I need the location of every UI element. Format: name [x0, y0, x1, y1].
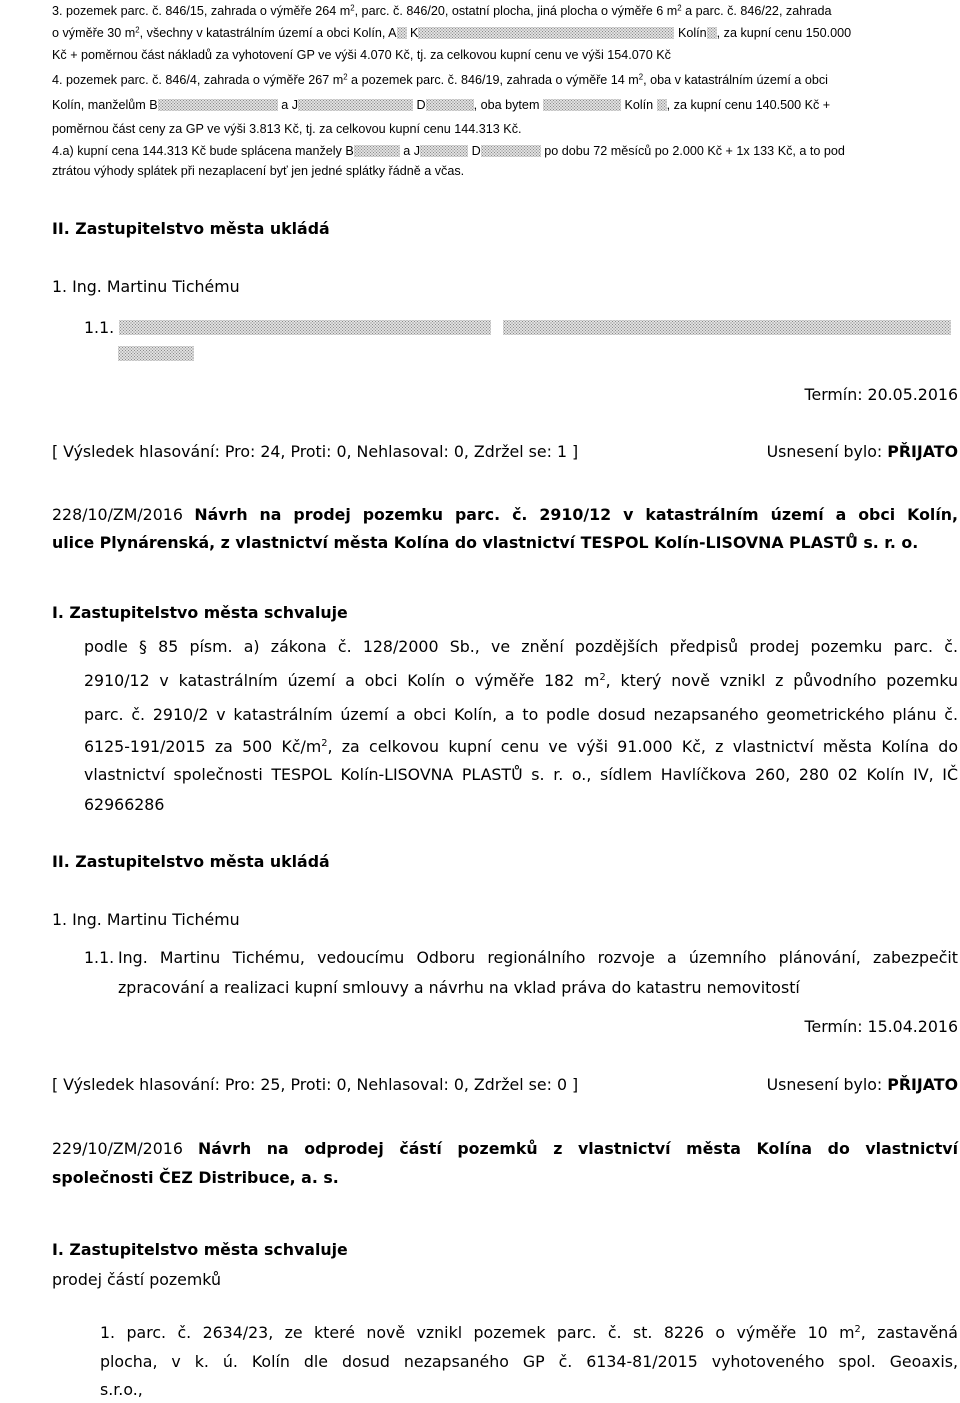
redaction	[657, 99, 667, 111]
vote-result: [ Výsledek hlasování: Pro: 25, Proti: 0, Nehlasoval: 0, Zdržel se: 0 ]	[52, 1075, 579, 1094]
redaction	[118, 346, 194, 361]
resolution-title-line-2: společnosti ČEZ Distribuce, a. s.	[52, 1168, 339, 1187]
deadline: Termín: 15.04.2016	[804, 1017, 958, 1036]
list-item-1-line-2: plocha, v k. ú. Kolín dle dosud nezapsaného GP č. 6134-81/2015 vyhotoveného spol. Geoaxis,	[100, 1352, 958, 1371]
task-number: 1.1.	[84, 318, 115, 337]
resolution-status: Usnesení bylo: PŘIJATO	[766, 1075, 958, 1094]
redaction	[543, 99, 621, 111]
task-item-line-2	[118, 344, 194, 364]
task-line-1: Ing. Martinu Tichému, vedoucímu Odboru regionálního rozvoje a územního plánování, zabezpečit	[118, 948, 958, 967]
deadline: Termín: 20.05.2016	[804, 385, 958, 404]
task-line-2: zpracování a realizaci kupní smlouvy a návrhu na vklad práva do katastru nemovitostí	[118, 978, 800, 997]
redaction	[397, 27, 407, 39]
intro-line: prodej částí pozemků	[52, 1270, 221, 1289]
redaction	[298, 99, 413, 111]
redaction	[354, 145, 400, 157]
item-3-line-2: o výměře 30 $m^2$, všechny v katastrálním území a obci Kolín, A K Kolín , za kupní cenu 150.000	[52, 25, 852, 40]
body-line-4: 6125-191/2015 za 500 $Kč/m^2$, za celkovou kupní cenu ve výši 91.000 Kč, z vlastnictví města Kolína do	[84, 737, 958, 756]
section-heading-schvaluje: I. Zastupitelstvo města schvaluje	[52, 603, 348, 622]
responsible-person: 1. Ing. Martinu Tichému	[52, 910, 240, 929]
list-item-1-line-3: s.r.o.,	[100, 1380, 143, 1399]
resolution-title-line-2: ulice Plynárenská, z vlastnictví města Kolína do vlastnictví TESPOL Kolín-LISOVNA PLASTŮ s. r. o.	[52, 533, 919, 552]
body-line-2: 2910/12 v katastrálním území a obci Kolín o výměře 182 $m^2$, který nově vznikl z původního pozemku	[84, 671, 958, 690]
item-3-line-3: Kč + poměrnou část nákladů za vyhotovení GP ve výši 4.070 Kč, tj. za celkovou kupní cenu ve výši 154.070 Kč	[52, 48, 671, 62]
redaction	[420, 145, 468, 157]
redaction	[503, 320, 951, 335]
redaction	[418, 27, 674, 39]
body-line-3: parc. č. 2910/2 v katastrálním území a obci Kolín, a to podle dosud nezapsaného geometrického plánu č.	[84, 705, 958, 724]
section-heading-uklada: II. Zastupitelstvo města ukládá	[52, 852, 330, 871]
item-4-line-2: Kolín, manželům B a J D , oba bytem Kolín , za kupní cenu 140.500 Kč +	[52, 98, 831, 112]
redaction	[158, 99, 278, 111]
item-4a-line-2: ztrátou výhody splátek při nezaplacení byť jen jedné splátky řádně a včas.	[52, 164, 465, 178]
body-line-5: vlastnictví společnosti TESPOL Kolín-LISOVNA PLASTŮ s. r. o., sídlem Havlíčkova 260, 280 02 Kolín IV, IČ	[84, 765, 958, 784]
item-3-line-1: 3. pozemek parc. č. 846/15, zahrada o výměře 264 $m^2$, parc. č. 846/20, ostatní plocha, jiná plocha o výměře 6 $m^2$ a parc. č. 846/22, zahrada	[52, 3, 832, 18]
item-4-line-3: poměrnou část ceny za GP ve výši 3.813 Kč, tj. za celkovou kupní cenu 144.313 Kč.	[52, 122, 522, 136]
status-value: PŘIJATO	[887, 442, 958, 461]
redaction	[707, 27, 717, 39]
resolution-title-line-1: 229/10/ZM/2016 Návrh na odprodej částí pozemků z vlastnictví města Kolína do vlastnictví	[52, 1139, 958, 1158]
redaction	[481, 145, 541, 157]
resolution-title-line-1: 228/10/ZM/2016 Návrh na prodej pozemku parc. č. 2910/12 v katastrálním území a obci Kolín,	[52, 505, 958, 524]
resolution-status: Usnesení bylo: PŘIJATO	[766, 442, 958, 461]
section-heading-uklada: II. Zastupitelstvo města ukládá	[52, 219, 330, 238]
vote-result: [ Výsledek hlasování: Pro: 24, Proti: 0, Nehlasoval: 0, Zdržel se: 1 ]	[52, 442, 579, 461]
section-heading-schvaluje: I. Zastupitelstvo města schvaluje	[52, 1240, 348, 1259]
redaction	[119, 320, 491, 335]
item-4a-line-1: 4.a) kupní cena 144.313 Kč bude splácena manžely B a J D po dobu 72 měsíců po 2.000 Kč + 1x 133 Kč, a to pod	[52, 144, 845, 158]
body-line-6: 62966286	[84, 795, 165, 814]
resolution-number: 229/10/ZM/2016	[52, 1139, 183, 1158]
status-value: PŘIJATO	[887, 1075, 958, 1094]
redaction	[426, 99, 474, 111]
task-number: 1.1.	[84, 948, 115, 967]
resolution-number: 228/10/ZM/2016	[52, 505, 183, 524]
list-item-1-line-1: 1. parc. č. 2634/23, ze které nově vznikl pozemek parc. č. st. 8226 o výměře 10 $m^2$, zastavěná	[100, 1323, 958, 1342]
responsible-person: 1. Ing. Martinu Tichému	[52, 277, 240, 296]
task-item	[84, 318, 951, 338]
item-4-line-1: 4. pozemek parc. č. 846/4, zahrada o výměře 267 $m^2$ a pozemek parc. č. 846/19, zahrada o výměře 14 $m^2$, oba v katastrálním území a obci	[52, 72, 828, 87]
body-line-1: podle § 85 písm. a) zákona č. 128/2000 Sb., ve znění pozdějších předpisů prodej pozemku parc. č.	[84, 637, 958, 656]
